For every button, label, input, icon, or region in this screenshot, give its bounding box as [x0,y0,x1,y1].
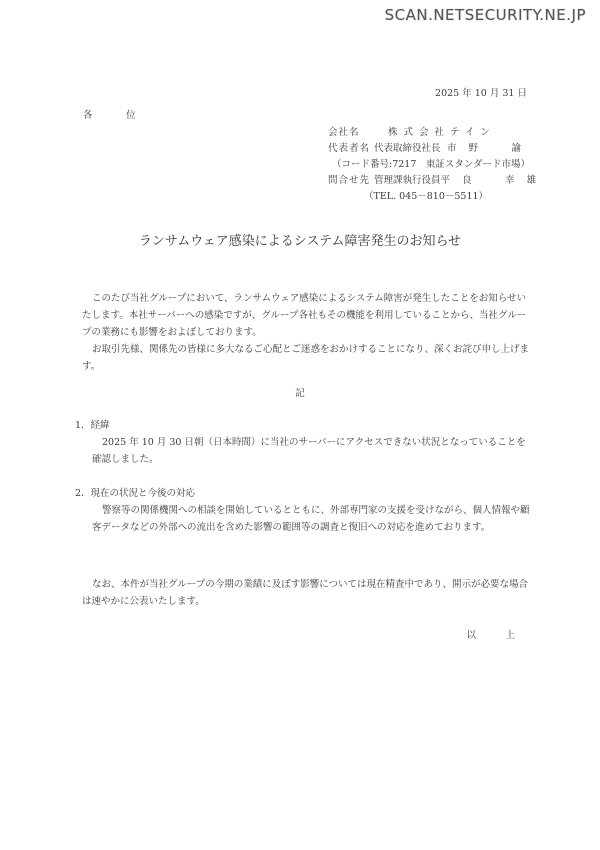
salutation: 各 位 [83,110,148,121]
section-heading: 2．現在の状況と今後の対応 [75,488,196,499]
section-heading: 1．経緯 [75,420,110,431]
stock-code: （コード番号:7217 東証スタンダード市場） [332,159,530,170]
issuer-block [328,125,549,205]
apology-paragraph: お取引先様、関係先の皆様に多大なるご心配とご迷惑をおかけすることになり、深くお詫び申し上げます。 [82,344,530,372]
contact-name: 平良 幸雄 [440,175,549,186]
representative-label: 代表者名 [328,143,371,154]
watermark-site-label: SCAN.NETSECURITY.NE.JP [384,6,586,24]
representative-title: 代表取締役社長 [374,143,441,154]
contact-title: 管理課執行役員 [374,175,441,186]
ki-marker: 記 [295,388,305,399]
representative-row [328,141,533,157]
telephone-row [328,189,533,205]
contact-label: 問合せ先 [328,175,371,186]
company-row [328,125,533,141]
company-label: 会社名 [328,127,360,138]
telephone-number: （TEL. 045－810－5511） [364,191,489,202]
document-title: ランサムウェア感染によるシステム障害発生のお知らせ [138,234,462,249]
section-body: 警察等の関係機関への相談を開始しているとともに、外部専門家の支援を受けながら、個人情報や顧客データなどの外部への流出を含めた影響の範囲等の調査と復旧への対応を進めております。 [92,505,530,533]
closing-paragraph: なお、本件が当社グループの今期の業績に及ぼす影響については現在精査中であり、開示が必要な場合は速やかに公表いたします。 [82,579,529,607]
document-date: 2025 年 10 月 31 日 [435,88,527,99]
stock-code-row [328,157,533,173]
section-current-status [75,485,530,536]
section-background [75,417,530,468]
company-name: 株式会社テイン [388,127,496,138]
closing-mark: 以 上 [466,630,525,641]
intro-paragraph: このたび当社グループにおいて、ランサムウェア感染によるシステム障害が発生したことをお知らせいたします。本社サーバーへの感染ですが、グループ各社もその機能を利用していることから、当社グループの業務にも影響をおよぼしております。 [82,293,527,338]
contact-row [328,173,549,189]
section-body: 2025 年 10 月 30 日朝（日本時間）に当社のサーバーにアクセスできない状況となっていることを確認しました。 [92,437,526,465]
representative-name: 市野 諭 [446,143,533,154]
